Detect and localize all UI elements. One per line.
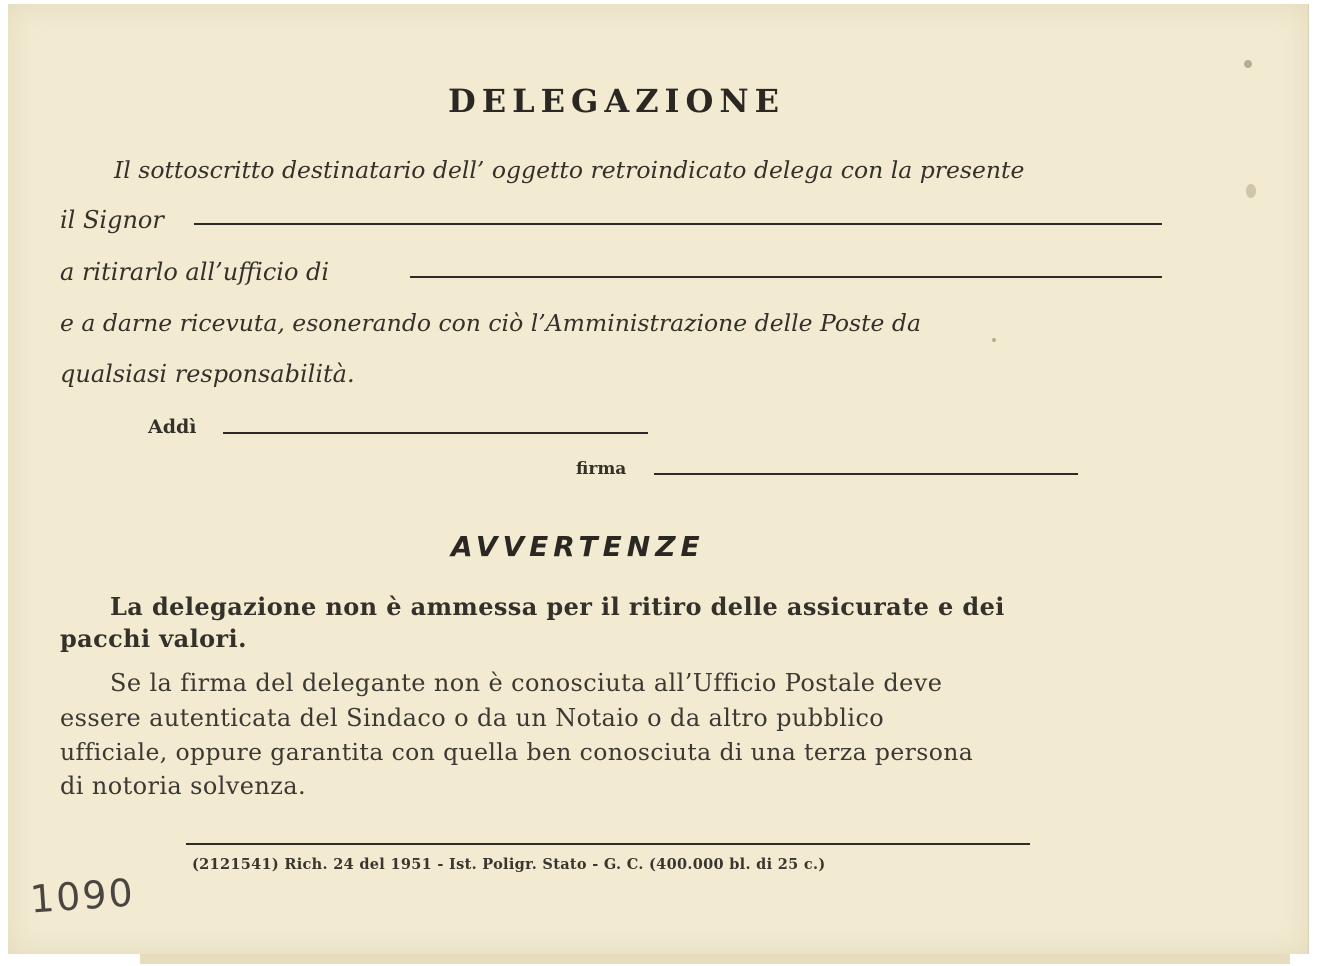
date-field[interactable] [223, 432, 648, 434]
warning-paragraph-1-line: La delegazione non è ammessa per il ritiro delle assicurate e dei [110, 592, 1005, 621]
paper-blemish [1244, 60, 1252, 68]
office-label: a ritirarlo all’ufficio di [60, 258, 330, 286]
warning-paragraph-2-line: ufficiale, oppure garantita con quella ben conosciuta di una terza persona [60, 738, 974, 766]
responsibility-line: qualsiasi responsabilità. [60, 360, 355, 388]
paper-blemish [992, 338, 996, 342]
underlying-paper-edge [140, 954, 1290, 964]
office-field[interactable] [410, 276, 1162, 278]
signature-field[interactable] [654, 473, 1078, 475]
warnings-title: AVVERTENZE [451, 530, 705, 563]
date-label: Addì [148, 416, 197, 438]
handwritten-number: 1090 [28, 870, 137, 922]
form-intro-line: Il sottoscritto destinatario dell’ oggetto retroindicato delega con la presente [114, 156, 1025, 184]
signature-label: firma [576, 459, 627, 479]
warning-paragraph-2-line: di notoria solvenza. [60, 772, 306, 800]
warning-paragraph-2-line: Se la firma del delegante non è conosciuta all’Ufficio Postale deve [110, 669, 943, 697]
warning-paragraph-1-line: pacchi valori. [60, 624, 247, 653]
delegate-name-label: il Signor [60, 206, 164, 234]
footer-rule [186, 843, 1030, 845]
delegate-name-field[interactable] [194, 223, 1162, 225]
release-line: e a darne ricevuta, esonerando con ciò l’Amministrazione delle Poste da [60, 309, 921, 337]
paper-blemish [1246, 184, 1256, 198]
printer-note: (2121541) Rich. 24 del 1951 - Ist. Poligr. Stato - G. C. (400.000 bl. di 25 c.) [192, 856, 826, 873]
form-title: DELEGAZIONE [448, 82, 786, 120]
delegation-form-card [8, 4, 1309, 954]
warning-paragraph-2-line: essere autenticata del Sindaco o da un Notaio o da altro pubblico [60, 704, 885, 732]
